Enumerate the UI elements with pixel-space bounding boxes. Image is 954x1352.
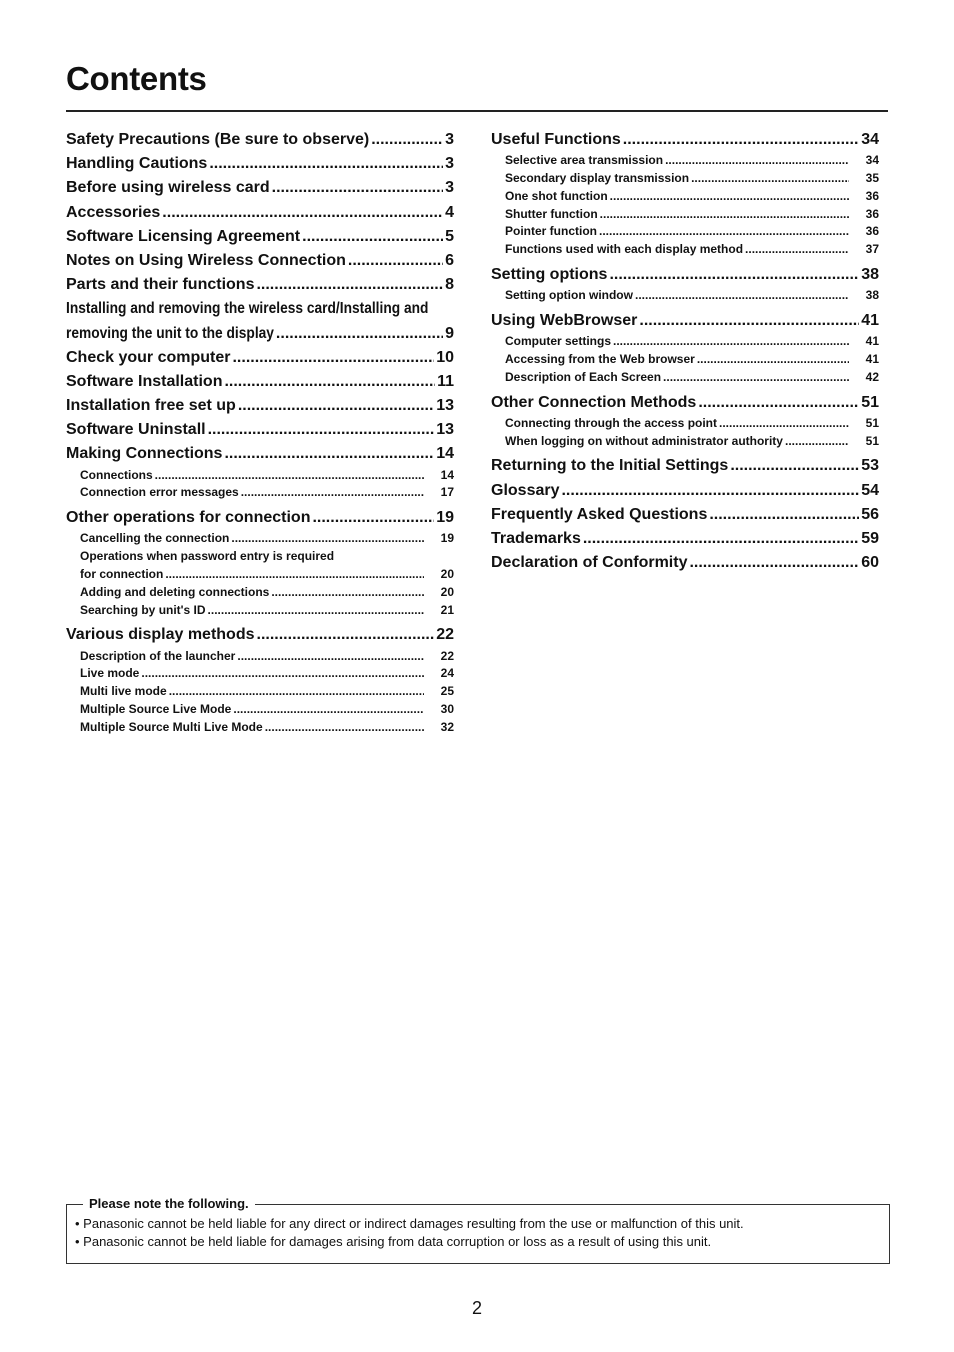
toc-leader-dots — [231, 530, 424, 548]
toc-leader-dots — [312, 506, 434, 530]
toc-page-number: 8 — [445, 276, 454, 294]
toc-page-number: 5 — [445, 227, 454, 245]
toc-subentry[interactable] — [80, 530, 454, 548]
toc-entry[interactable] — [66, 322, 454, 346]
toc-leader-dots — [635, 287, 849, 305]
toc-entry-label: Other operations for connection — [66, 509, 311, 527]
toc-entry-label: Various display methods — [66, 626, 255, 644]
toc-leader-dots — [169, 683, 424, 701]
toc-entry[interactable] — [66, 346, 454, 370]
toc-subentry[interactable] — [505, 287, 879, 305]
toc-leader-dots — [271, 584, 424, 602]
toc-entry-label: Searching by unit's ID — [80, 602, 206, 617]
toc-entry-label: Setting options — [491, 265, 608, 283]
toc-entry-label: Parts and their functions — [66, 276, 255, 294]
toc-entry[interactable] — [66, 273, 454, 297]
toc-leader-dots — [583, 527, 859, 551]
toc-page-number: 37 — [865, 242, 879, 257]
toc-page-number: 32 — [440, 719, 454, 734]
toc-entry-label: Selective area transmission — [505, 153, 664, 168]
toc-subentry[interactable] — [505, 206, 879, 224]
toc-leader-dots — [233, 701, 424, 719]
toc-subentry[interactable] — [80, 701, 454, 719]
toc-page-number: 59 — [861, 529, 879, 547]
toc-leader-dots — [609, 263, 859, 287]
toc-page-number: 20 — [440, 567, 454, 581]
toc-leader-dots — [610, 188, 849, 206]
toc-page-number: 41 — [861, 311, 879, 329]
notice-heading: Please note the following. — [83, 1196, 255, 1211]
toc-page-number: 36 — [865, 206, 879, 221]
toc-entry[interactable] — [66, 225, 454, 249]
toc-entry[interactable] — [491, 128, 879, 152]
toc-entry[interactable] — [66, 370, 454, 394]
toc-entry-label: Notes on Using Wireless Connection — [66, 251, 346, 269]
toc-page-number: 35 — [865, 170, 879, 185]
toc-leader-dots — [272, 176, 443, 200]
toc-leader-dots — [691, 170, 849, 188]
toc-entry-label: Making Connections — [66, 445, 223, 463]
toc-entry[interactable] — [66, 442, 454, 466]
toc-leader-dots — [241, 484, 424, 502]
toc-entry[interactable] — [66, 506, 454, 530]
toc-subentry[interactable] — [80, 566, 454, 584]
toc-entry-label: Functions used with each display method — [505, 242, 744, 257]
toc-subentry[interactable] — [505, 170, 879, 188]
toc-subentry[interactable] — [505, 433, 879, 451]
toc-entry[interactable] — [66, 176, 454, 200]
toc-entry-label: Useful Functions — [491, 131, 621, 148]
toc-entry-label: Cancelling the connection — [80, 531, 230, 546]
toc-leader-dots — [698, 391, 859, 415]
toc-page-number: 60 — [861, 554, 879, 572]
toc-entry[interactable] — [66, 297, 454, 321]
toc-entry-label: for connection — [80, 567, 164, 581]
toc-page-number: 3 — [445, 155, 454, 173]
notice-box — [66, 1196, 890, 1264]
toc-entry-label: Glossary — [491, 481, 560, 499]
toc-leader-dots — [613, 333, 849, 351]
toc-entry-label: Frequently Asked Questions — [491, 505, 708, 523]
toc-entry-label: Handling Cautions — [66, 155, 208, 173]
toc-leader-dots — [208, 418, 435, 442]
toc-page-number: 34 — [865, 153, 879, 168]
toc-entry-label: Other Connection Methods — [491, 393, 697, 411]
toc-subentry[interactable] — [80, 467, 454, 485]
toc-entry-label: Adding and deleting connections — [80, 584, 270, 599]
toc-page-number: 20 — [440, 584, 454, 599]
toc-entry[interactable] — [491, 454, 879, 478]
toc-left-column — [66, 128, 454, 737]
toc-page-number: 19 — [436, 509, 454, 527]
toc-page-number: 3 — [445, 131, 454, 148]
toc-subentry[interactable] — [80, 719, 454, 737]
toc-entry-label: Connecting through the access point — [505, 415, 718, 430]
page-title: Contents — [66, 60, 207, 97]
toc-entry[interactable] — [491, 527, 879, 551]
toc-page-number: 54 — [861, 481, 879, 499]
toc-entry-label: Computer settings — [505, 334, 612, 349]
toc-leader-dots — [785, 433, 849, 451]
toc-subentry[interactable] — [505, 223, 879, 241]
toc-entry-label: Shutter function — [505, 206, 598, 221]
toc-leader-dots — [208, 602, 424, 620]
toc-page-number: 10 — [436, 348, 454, 366]
toc-leader-dots — [265, 719, 424, 737]
toc-entry[interactable] — [491, 263, 879, 287]
toc-page-number: 14 — [436, 445, 454, 463]
toc-entry[interactable] — [66, 623, 454, 647]
toc-page-number: 19 — [440, 531, 454, 546]
toc-entry-label: One shot function — [505, 188, 608, 203]
toc-subentry[interactable] — [80, 648, 454, 666]
toc-page-number: 11 — [437, 372, 454, 390]
toc-page-number: 14 — [440, 467, 454, 482]
toc-entry-label: Installation free set up — [66, 397, 236, 415]
toc-subentry[interactable] — [505, 241, 879, 259]
toc-subentry[interactable] — [80, 683, 454, 701]
toc-entry[interactable] — [491, 309, 879, 333]
toc-leader-dots — [663, 369, 849, 387]
toc-leader-dots — [730, 454, 859, 478]
toc-leader-dots — [719, 415, 849, 433]
toc-subentry[interactable] — [80, 602, 454, 620]
toc-entry-label: Connections — [80, 467, 153, 482]
toc-entry[interactable] — [66, 418, 454, 442]
toc-subentry[interactable] — [80, 484, 454, 502]
title-divider — [66, 110, 888, 112]
toc-subentry[interactable] — [505, 333, 879, 351]
toc-leader-dots — [224, 370, 435, 394]
toc-leader-dots — [165, 566, 424, 584]
toc-page-number: 41 — [865, 334, 879, 349]
toc-page-number: 4 — [445, 203, 454, 221]
toc-page-number: 41 — [865, 351, 879, 366]
notice-lines — [75, 1215, 744, 1250]
toc-page-number: 22 — [436, 626, 454, 644]
toc-entry-label: Connection error messages — [80, 485, 239, 500]
toc-leader-dots — [689, 551, 859, 575]
toc-entry-label: Live mode — [80, 666, 140, 681]
toc-page-number: 24 — [440, 666, 454, 681]
toc-entry-label: Declaration of Conformity — [491, 554, 688, 572]
toc-subentry[interactable] — [505, 369, 879, 387]
toc-subentry[interactable] — [505, 152, 879, 170]
toc-leader-dots — [276, 322, 443, 346]
toc-leader-dots — [561, 479, 859, 503]
toc-right-column — [491, 128, 879, 575]
notice-line: • Panasonic cannot be held liable for damages arising from data corruption or loss as a result of using this unit. — [75, 1233, 712, 1249]
toc-entry-label: Secondary display transmission — [505, 170, 690, 185]
toc-page-number: 25 — [440, 684, 454, 699]
toc-entry-label: Setting option window — [505, 288, 633, 303]
toc-entry-label: Description of the launcher — [80, 648, 236, 663]
toc-leader-dots — [162, 201, 443, 225]
notice-line: • Panasonic cannot be held liable for any direct or indirect damages resulting from the use or malfunction of this unit. — [75, 1216, 744, 1231]
toc-page-number: 9 — [445, 324, 454, 342]
toc-leader-dots — [232, 346, 434, 370]
toc-subentry[interactable] — [505, 351, 879, 369]
toc-entry-label: Pointer function — [505, 224, 597, 239]
toc-entry-label: When logging on without administrator authority — [505, 433, 783, 448]
page-number: 2 — [471, 1298, 482, 1318]
toc-subentry[interactable] — [80, 665, 454, 683]
toc-entry-label: Description of Each Screen — [505, 369, 662, 384]
toc-entry-label: Software Licensing Agreement — [66, 227, 301, 245]
toc-page-number: 36 — [865, 224, 879, 239]
toc-entry[interactable] — [66, 394, 454, 418]
toc-entry-label: Accessories — [66, 203, 161, 221]
toc-page-number: 13 — [436, 397, 454, 415]
toc-leader-dots — [141, 665, 424, 683]
toc-page-number: 36 — [865, 188, 879, 203]
toc-entry-label: Multi live mode — [80, 684, 167, 699]
toc-leader-dots — [697, 351, 849, 369]
toc-subentry[interactable] — [505, 188, 879, 206]
toc-page-number: 17 — [440, 485, 454, 500]
toc-page-number: 42 — [865, 369, 879, 384]
toc-page-number: 34 — [861, 131, 879, 148]
toc-entry-label: Using WebBrowser — [491, 311, 638, 329]
toc-page-number: 53 — [861, 457, 879, 475]
toc-page-number: 51 — [865, 415, 879, 430]
toc-page-number: 51 — [861, 393, 879, 411]
toc-entry-label: Accessing from the Web browser — [505, 351, 695, 366]
toc-entry-label: Software Installation — [66, 372, 223, 390]
toc-page-number: 38 — [861, 265, 879, 283]
toc-entry-label: Installing and removing the wireless card/Installing and — [66, 300, 429, 318]
toc-entry-label: Operations when password entry is required — [80, 549, 335, 564]
toc-leader-dots — [599, 223, 849, 241]
toc-page-number: 30 — [440, 701, 454, 716]
toc-entry[interactable] — [66, 249, 454, 273]
toc-page-number: 22 — [440, 648, 454, 663]
toc-entry-label: Safety Precautions (Be sure to observe) — [66, 131, 370, 148]
toc-entry-label: Before using wireless card — [66, 179, 270, 197]
toc-leader-dots — [209, 152, 443, 176]
toc-entry[interactable] — [491, 551, 879, 575]
toc-page-number: 6 — [445, 251, 454, 269]
toc-leader-dots — [302, 225, 443, 249]
toc-leader-dots — [600, 206, 849, 224]
toc-subentry[interactable] — [80, 584, 454, 602]
toc-leader-dots — [745, 241, 849, 259]
toc-leader-dots — [665, 152, 849, 170]
toc-leader-dots — [257, 623, 435, 647]
toc-entry[interactable] — [66, 128, 454, 152]
toc-entry-label: removing the unit to the display — [66, 324, 274, 342]
toc-entry-label: Check your computer — [66, 348, 231, 366]
toc-leader-dots — [639, 309, 859, 333]
toc-leader-dots — [709, 503, 859, 527]
toc-leader-dots — [237, 648, 424, 666]
toc-page-number: 51 — [865, 433, 879, 448]
toc-leader-dots — [348, 249, 443, 273]
toc-entry[interactable] — [491, 479, 879, 503]
toc-leader-dots — [256, 273, 443, 297]
toc-entry-label: Returning to the Initial Settings — [491, 457, 729, 475]
toc-entry-label: Trademarks — [491, 529, 581, 547]
toc-entry[interactable] — [491, 503, 879, 527]
toc-entry[interactable] — [66, 201, 454, 225]
toc-leader-dots — [238, 394, 434, 418]
toc-page-number: 3 — [445, 179, 454, 197]
toc-leader-dots — [224, 442, 434, 466]
toc-leader-dots — [155, 467, 424, 485]
toc-entry[interactable] — [66, 152, 454, 176]
toc-subentry[interactable] — [80, 548, 454, 566]
toc-entry-label: Software Uninstall — [66, 421, 206, 439]
toc-leader-dots — [371, 128, 443, 152]
toc-leader-dots — [623, 128, 859, 152]
toc-page-number: 56 — [861, 505, 879, 523]
toc-subentry[interactable] — [505, 415, 879, 433]
toc-page-number: 21 — [440, 602, 454, 617]
toc-page-number: 38 — [865, 288, 879, 303]
toc-entry-label: Multiple Source Live Mode — [80, 701, 232, 716]
toc-entry[interactable] — [491, 391, 879, 415]
toc-page-number: 13 — [436, 421, 454, 439]
toc-entry-label: Multiple Source Multi Live Mode — [80, 719, 263, 734]
